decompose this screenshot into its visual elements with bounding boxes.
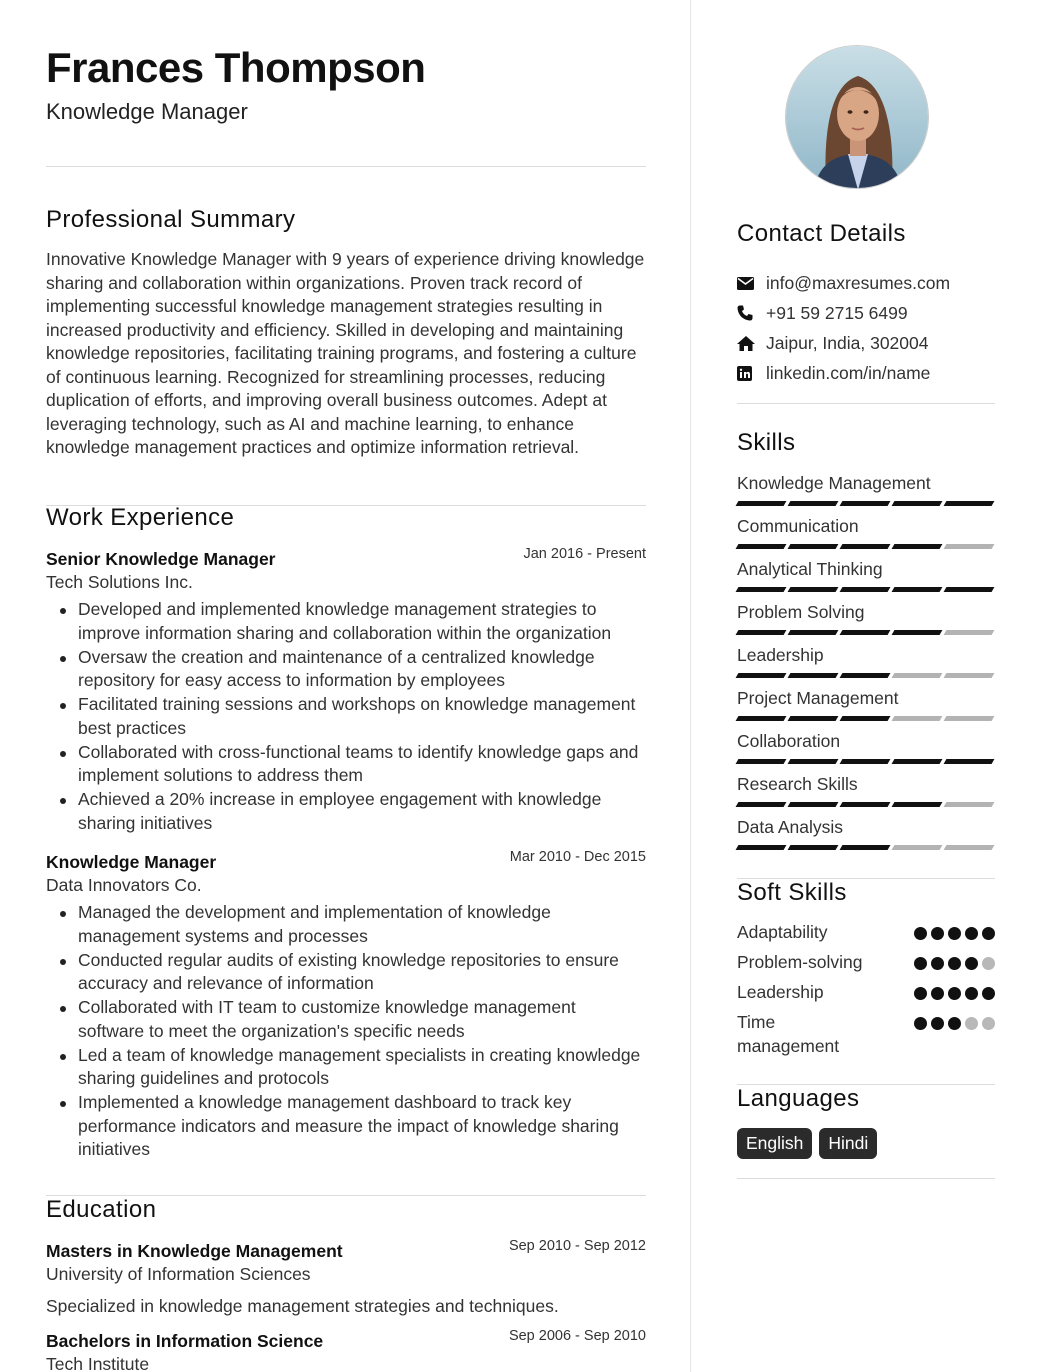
contact-email[interactable] — [737, 268, 995, 298]
skill-level-bar — [737, 802, 995, 807]
skill-level-segment — [736, 544, 787, 549]
skill-level-segment — [892, 716, 943, 721]
skill-level-segment — [892, 673, 943, 678]
skill-level-segment — [944, 673, 995, 678]
skill-level-bar — [737, 587, 995, 592]
skill-level-segment — [944, 845, 995, 850]
skill-level-segment — [788, 630, 839, 635]
soft-skill-name: Adaptability — [737, 922, 828, 942]
rating-dot — [948, 927, 961, 940]
contact-heading: Contact Details — [737, 220, 906, 247]
skill-level-segment — [892, 587, 943, 592]
summary-heading: Professional Summary — [46, 206, 296, 233]
soft-skill-item — [737, 920, 995, 944]
contact-divider — [737, 403, 995, 404]
contact-phone[interactable] — [737, 298, 995, 328]
job-entry — [46, 851, 646, 1162]
skill-level-segment — [840, 630, 891, 635]
soft-skill-rating — [914, 950, 995, 970]
skill-level-segment — [736, 716, 787, 721]
skill-level-segment — [736, 673, 787, 678]
rating-dot — [948, 1017, 961, 1030]
job-date: Jan 2016 - Present — [523, 546, 646, 562]
skill-item — [737, 773, 995, 816]
soft-skill-rating — [914, 1010, 995, 1030]
skill-name: Knowledge Management — [737, 473, 931, 493]
education-school: Tech Institute — [46, 1354, 150, 1372]
rating-dot — [914, 987, 927, 1000]
rating-dot — [931, 927, 944, 940]
skill-name: Leadership — [737, 645, 824, 665]
soft-skill-rating — [914, 980, 995, 1000]
profile-photo — [785, 45, 929, 189]
rating-dot — [965, 927, 978, 940]
skill-level-segment — [944, 587, 995, 592]
contact-email-text: info@maxresumes.com — [766, 272, 951, 293]
soft-skills-heading: Soft Skills — [737, 879, 847, 906]
soft-skill-rating — [914, 920, 995, 940]
skill-item — [737, 515, 995, 558]
skill-level-segment — [788, 544, 839, 549]
skill-item — [737, 472, 995, 515]
skill-item — [737, 558, 995, 601]
soft-skills-list — [737, 920, 995, 1064]
skill-name: Research Skills — [737, 774, 858, 794]
soft-skill-name: Time management — [737, 1012, 840, 1056]
skill-level-segment — [840, 501, 891, 506]
skill-level-segment — [944, 501, 995, 506]
rating-dot — [982, 957, 995, 970]
skill-level-segment — [892, 759, 943, 764]
skill-item — [737, 601, 995, 644]
soft-skill-name: Problem-solving — [737, 952, 863, 972]
skill-level-segment — [788, 673, 839, 678]
skill-name: Communication — [737, 516, 859, 536]
skill-level-segment — [892, 544, 943, 549]
job-bullet: Facilitated training sessions and workshops on knowledge management best practices — [46, 693, 646, 740]
job-bullet: Implemented a knowledge management dashboard to track key performance indicators and measure the impact of knowledge sharing initiatives — [46, 1091, 646, 1162]
skill-level-segment — [736, 802, 787, 807]
contact-address — [737, 328, 995, 358]
skill-level-bar — [737, 630, 995, 635]
contact-linkedin-text: linkedin.com/in/name — [766, 362, 931, 383]
phone-icon — [737, 305, 766, 321]
skill-name: Problem Solving — [737, 602, 865, 622]
home-icon — [737, 336, 766, 351]
job-bullet: Managed the development and implementation of knowledge management systems and processes — [46, 901, 646, 948]
skill-level-segment — [840, 802, 891, 807]
skill-level-segment — [892, 630, 943, 635]
summary-text: Innovative Knowledge Manager with 9 years of experience driving knowledge sharing and collaboration within organizations. Proven track record of implementing successful knowledge management strategies resulting in increased productivity and efficiency. Skilled in developing and maintaining knowledge repositories, facilitating training programs, and fostering a culture of continuous learning. Recognized for streamlining processes, reducing duplication of efforts, and improving overall business outcomes. Adept at leveraging technology, such as AI and machine learning, to enhance knowledge management practices and optimize information retrieval. — [46, 249, 645, 457]
skill-level-segment — [944, 759, 995, 764]
soft-skill-item — [737, 1010, 995, 1058]
job-bullet: Conducted regular audits of existing knowledge repositories to ensure accuracy and relevance of information — [46, 949, 646, 996]
job-title: Senior Knowledge Manager — [46, 549, 276, 569]
skill-level-segment — [892, 802, 943, 807]
language-chip: Hindi — [819, 1128, 877, 1159]
contact-address-text: Jaipur, India, 302004 — [766, 332, 929, 353]
skill-level-segment — [840, 544, 891, 549]
skill-item — [737, 816, 995, 859]
skill-level-segment — [944, 630, 995, 635]
skill-level-segment — [840, 759, 891, 764]
soft-skill-name: Leadership — [737, 982, 824, 1002]
job-company: Data Innovators Co. — [46, 875, 202, 895]
rating-dot — [931, 1017, 944, 1030]
skill-level-segment — [788, 716, 839, 721]
soft-skill-item — [737, 980, 995, 1004]
language-chip: English — [737, 1128, 812, 1159]
contact-list — [737, 268, 995, 388]
rating-dot — [982, 927, 995, 940]
skill-item — [737, 644, 995, 687]
job-bullet: Collaborated with cross-functional teams to identify knowledge gaps and implement solutions to address them — [46, 741, 646, 788]
skill-name: Data Analysis — [737, 817, 844, 837]
rating-dot — [914, 957, 927, 970]
skill-level-bar — [737, 673, 995, 678]
education-entry — [46, 1330, 646, 1372]
column-divider — [690, 0, 691, 1372]
rating-dot — [982, 1017, 995, 1030]
linkedin-icon — [737, 366, 766, 381]
contact-phone-text: +91 59 2715 6499 — [766, 302, 908, 323]
skill-level-segment — [944, 802, 995, 807]
rating-dot — [914, 1017, 927, 1030]
skill-name: Project Management — [737, 688, 899, 708]
skill-level-segment — [736, 630, 787, 635]
education-date: Sep 2010 - Sep 2012 — [508, 1238, 646, 1254]
skill-level-bar — [737, 501, 995, 506]
job-bullet: Led a team of knowledge management specialists in creating knowledge sharing guidelines and protocols — [46, 1044, 646, 1091]
rating-dot — [982, 987, 995, 1000]
skill-level-segment — [892, 845, 943, 850]
skill-level-segment — [840, 716, 891, 721]
job-company: Tech Solutions Inc. — [46, 572, 193, 592]
job-bullet: Collaborated with IT team to customize knowledge management software to meet the organization's specific needs — [46, 996, 646, 1043]
job-bullets — [46, 598, 646, 835]
job-date: Mar 2010 - Dec 2015 — [509, 849, 646, 865]
skills-heading: Skills — [737, 429, 796, 456]
experience-heading: Work Experience — [46, 504, 235, 531]
rating-dot — [948, 957, 961, 970]
job-bullet: Oversaw the creation and maintenance of a centralized knowledge repository for easy access to information by employees — [46, 646, 646, 693]
rating-dot — [965, 1017, 978, 1030]
skill-level-segment — [788, 759, 839, 764]
education-heading: Education — [46, 1196, 157, 1223]
rating-dot — [965, 987, 978, 1000]
skill-level-segment — [788, 802, 839, 807]
job-bullet: Achieved a 20% increase in employee engagement with knowledge sharing initiatives — [46, 788, 646, 835]
skill-name: Analytical Thinking — [737, 559, 883, 579]
skill-item — [737, 687, 995, 730]
skill-level-segment — [736, 759, 787, 764]
skill-level-segment — [736, 845, 787, 850]
rating-dot — [931, 957, 944, 970]
rating-dot — [931, 987, 944, 1000]
education-entry — [46, 1240, 646, 1318]
skill-level-segment — [840, 673, 891, 678]
skill-level-bar — [737, 716, 995, 721]
skill-level-bar — [737, 544, 995, 549]
header-divider — [46, 166, 646, 167]
skill-level-bar — [737, 845, 995, 850]
candidate-title: Knowledge Manager — [46, 99, 248, 124]
skill-level-segment — [736, 501, 787, 506]
job-entry — [46, 548, 646, 836]
skill-level-bar — [737, 759, 995, 764]
job-bullet: Developed and implemented knowledge management strategies to improve information sharing and collaboration within the organization — [46, 598, 646, 645]
skill-level-segment — [788, 587, 839, 592]
skill-level-segment — [944, 716, 995, 721]
envelope-icon — [737, 277, 766, 290]
education-degree: Bachelors in Information Science — [46, 1331, 324, 1351]
contact-linkedin[interactable] — [737, 358, 995, 388]
skill-name: Collaboration — [737, 731, 841, 751]
rating-dot — [965, 957, 978, 970]
skill-level-segment — [736, 587, 787, 592]
rating-dot — [914, 927, 927, 940]
skill-level-segment — [788, 845, 839, 850]
education-date: Sep 2006 - Sep 2010 — [508, 1328, 646, 1344]
skill-level-segment — [840, 845, 891, 850]
skills-list — [737, 472, 995, 859]
education-description: Specialized in knowledge management strategies and techniques. — [46, 1296, 559, 1316]
languages-list — [737, 1128, 877, 1159]
skill-level-segment — [788, 501, 839, 506]
rating-dot — [948, 987, 961, 1000]
skill-item — [737, 730, 995, 773]
languages-heading: Languages — [737, 1085, 860, 1112]
job-title: Knowledge Manager — [46, 852, 217, 872]
education-school: University of Information Sciences — [46, 1264, 311, 1284]
job-bullets — [46, 901, 646, 1162]
soft-skill-item — [737, 950, 995, 974]
education-degree: Masters in Knowledge Management — [46, 1241, 343, 1261]
skill-level-segment — [892, 501, 943, 506]
skill-level-segment — [840, 587, 891, 592]
languages-divider — [737, 1178, 995, 1179]
candidate-name: Frances Thompson — [46, 44, 426, 91]
skill-level-segment — [944, 544, 995, 549]
